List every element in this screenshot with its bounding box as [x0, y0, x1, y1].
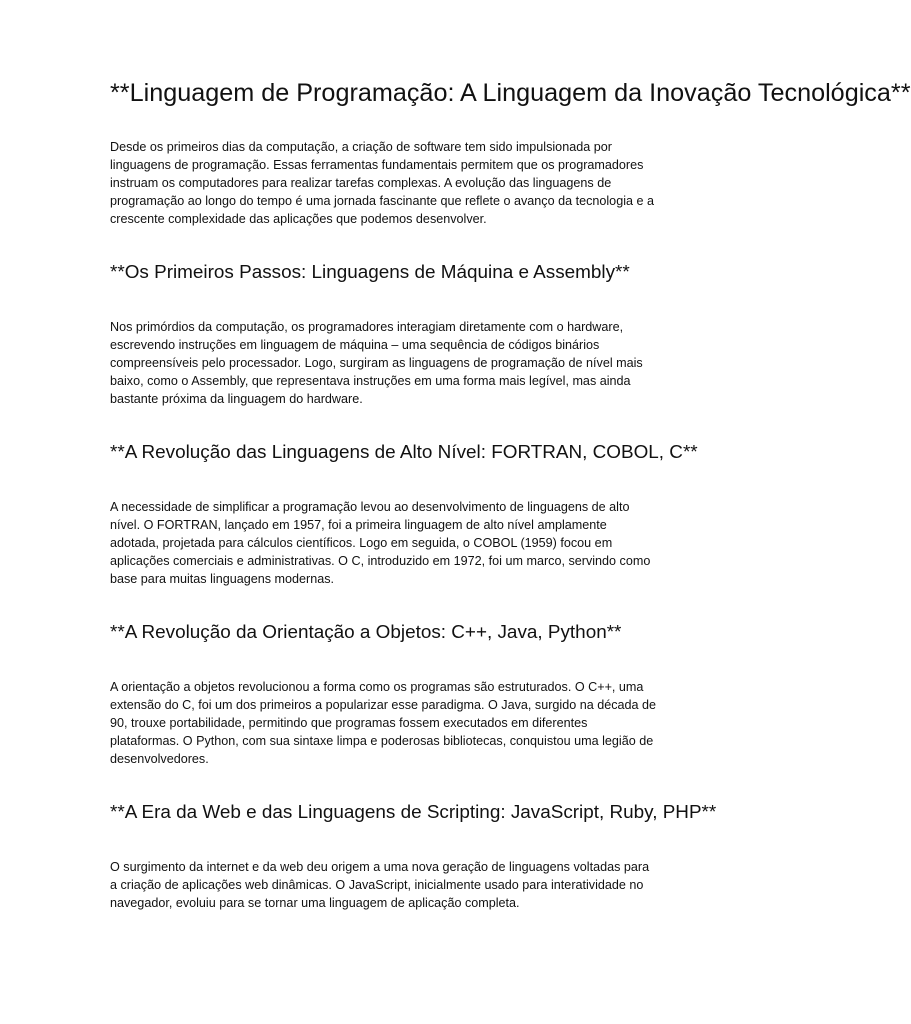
section-body-web-scripting: O surgimento da internet e da web deu origem a uma nova geração de linguagens voltadas para a criação de aplicações web dinâmicas. O JavaScript, inicialmente usado para interatividade no navegador, evoluiu para se tornar uma linguagem de aplicação completa. [110, 860, 650, 910]
section-body-object-orientation: A orientação a objetos revolucionou a forma como os programas são estruturados. O C++, uma extensão do C, foi um dos primeiros a popularizar esse paradigma. O Java, surgido na década de 90, trouxe portabilidade, permitindo que programas fossem executados em diferentes plataformas. O Python, com sua sintaxe limpa e poderosas bibliotecas, conquistou uma legião de desenvolvedores. [110, 680, 657, 766]
section-body-high-level: A necessidade de simplificar a programação levou ao desenvolvimento de linguagens de alto nível. O FORTRAN, lançado em 1957, foi a primeira linguagem de alto nível amplamente adotada, projetada para cálculos científicos. Logo em seguida, o COBOL (1959) focou em aplicações comerciais e administrativas. O C, introduzido em 1972, foi um marco, servindo como base para muitas linguagens modernas. [110, 500, 651, 586]
document-body [110, 79, 911, 912]
spacer [110, 462, 658, 498]
spacer [110, 588, 658, 624]
section-heading-machine-assembly: **Os Primeiros Passos: Linguagens de Máquina e Assembly** [110, 262, 630, 283]
spacer [110, 642, 658, 678]
section-body-machine-assembly: Nos primórdios da computação, os programadores interagiam diretamente com o hardware, escrevendo instruções em linguagem de máquina – uma sequência de códigos binários compreensíveis pelo processador. Logo, surgiram as linguagens de programação de nível mais baixo, como o Assembly, que representava instruções em uma forma mais legível, mas ainda bastante próxima da linguagem do hardware. [110, 320, 643, 406]
spacer [110, 408, 658, 444]
intro-paragraph: Desde os primeiros dias da computação, a criação de software tem sido impulsionada por linguagens de programação. Essas ferramentas fundamentais permitem que os programadores instruam os computadores para realizar tarefas complexas. A evolução das linguagens de programação ao longo do tempo é uma jornada fascinante que reflete o avanço da tecnologia e a crescente complexidade das aplicações que podemos desenvolver. [110, 140, 655, 226]
section-heading-high-level: **A Revolução das Linguagens de Alto Nível: FORTRAN, COBOL, C** [110, 442, 698, 463]
spacer [110, 102, 658, 138]
section-heading-object-orientation: **A Revolução da Orientação a Objetos: C++, Java, Python** [110, 622, 622, 643]
spacer [110, 768, 658, 804]
spacer [110, 822, 658, 858]
spacer [110, 282, 658, 318]
section-heading-web-scripting: **A Era da Web e das Linguagens de Scripting: JavaScript, Ruby, PHP** [110, 802, 717, 823]
spacer [110, 228, 658, 264]
document-title: **Linguagem de Programação: A Linguagem da Inovação Tecnológica** [110, 79, 911, 107]
